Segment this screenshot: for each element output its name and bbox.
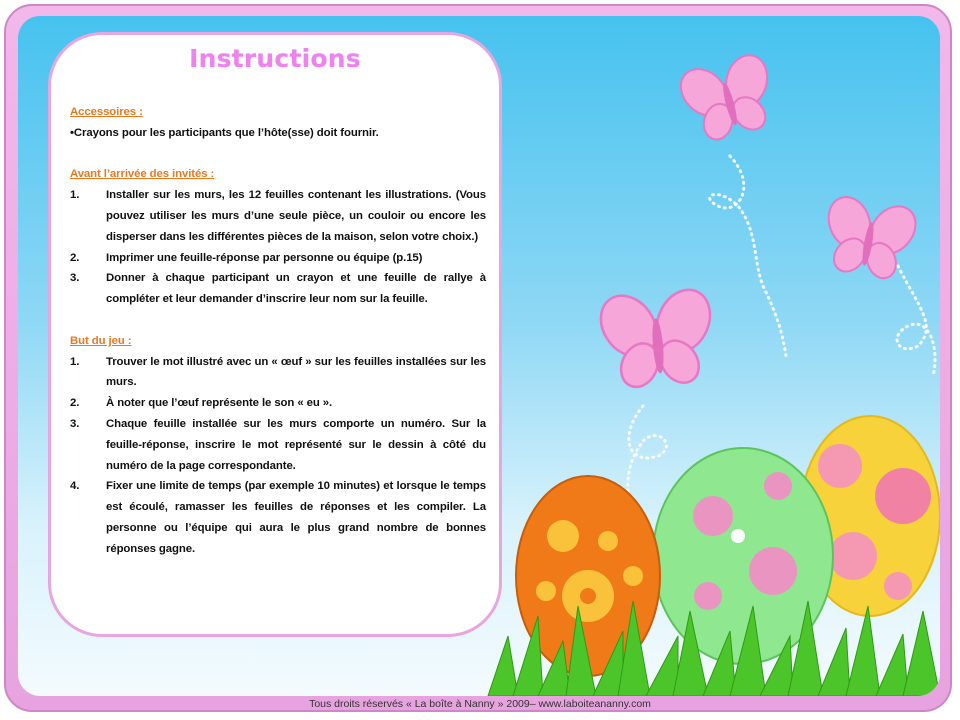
item-number: 1. — [70, 355, 80, 368]
item-text: Donner à chaque participant un crayon et une feuille de rallye à compléter et leur demander d’inscrire leur nom sur la feuille. — [106, 272, 486, 306]
instructions-content — [70, 102, 486, 560]
item-number: 3. — [70, 417, 80, 430]
list-item — [70, 248, 486, 269]
item-text: Chaque feuille installée sur les murs comporte un numéro. Sur la feuille-réponse, inscrire le mot représenté sur le dessin à côté du numéro de la page correspondante. — [106, 417, 486, 472]
list-item — [70, 476, 486, 559]
section-heading-but: But du jeu : — [70, 334, 132, 347]
item-text: Trouver le mot illustré avec un « œuf » sur les feuilles installées sur les murs. — [106, 355, 486, 389]
item-text: Installer sur les murs, les 12 feuilles contenant les illustrations. (Vous pouvez utiliser les murs d’une seule pièce, un couloir ou encore les disperser dans les différentes pièces de la maison, selon votre choix.) — [106, 189, 486, 243]
item-number: 2. — [70, 251, 80, 264]
butterfly-icon — [810, 185, 928, 289]
item-text: Fixer une limite de temps (par exemple 10 minutes) et lorsque le temps est écoulé, ramasser les feuilles de réponses et les compiler. La personne ou l’équipe qui aura le plus grand nombre de bonnes réponses gagne. — [106, 480, 486, 555]
list-item — [70, 185, 486, 247]
item-number: 4. — [70, 480, 80, 493]
section-heading-accessoires: Accessoires : — [70, 106, 143, 118]
section-heading-avant: Avant l’arrivée des invités : — [70, 168, 215, 181]
butterfly-icon — [666, 42, 790, 153]
butterfly-icon — [587, 277, 727, 397]
list-item — [70, 414, 486, 476]
item-number: 1. — [70, 189, 80, 202]
item-number: 2. — [70, 397, 80, 410]
list-item — [70, 352, 486, 394]
page-title: Instructions — [189, 44, 361, 73]
list-item — [70, 393, 486, 414]
item-text: À noter que l’œuf représente le son « eu ». — [106, 397, 333, 410]
footer-copyright: Tous droits réservés « La boîte à Nanny » 2009– www.laboiteananny.com — [309, 698, 651, 710]
list-item — [70, 268, 486, 310]
item-text: Imprimer une feuille-réponse par personne ou équipe (p.15) — [106, 251, 423, 264]
bullet-item: •Crayons pour les participants que l’hôte(sse) doit fournir. — [70, 126, 379, 139]
item-number: 3. — [70, 272, 80, 285]
